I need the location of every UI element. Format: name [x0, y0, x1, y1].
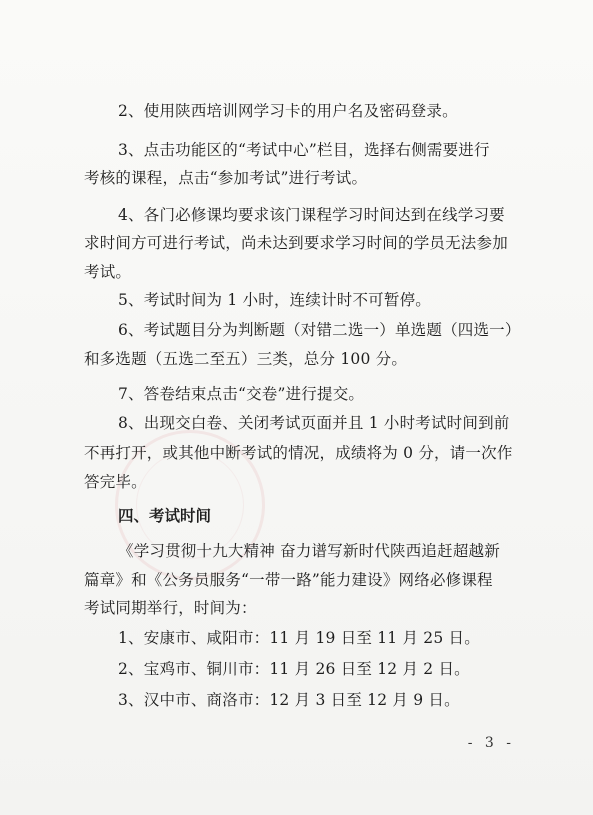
paragraph-line-9: 和多选题（五选二至五）三类，总分 100 分。 [84, 350, 408, 368]
paragraph-line-5: 求时间方可进行考试，尚未达到要求学习时间的学员无法参加 [84, 234, 508, 252]
section-line-3: 考试同期举行，时间为： [84, 599, 257, 617]
paragraph-line-2: 3、点击功能区的“考试中心”栏目，选择右侧需要进行 [118, 141, 490, 159]
page-number: - 3 - [467, 735, 515, 751]
paragraph-line-4: 4、各门必修课均要求该门课程学习时间达到在线学习要 [118, 206, 505, 224]
paragraph-line-7: 5、考试时间为 1 小时，连续计时不可暂停。 [118, 291, 431, 309]
paragraph-line-13: 答完毕。 [84, 473, 147, 491]
paragraph-line-8: 6、考试题目分为判断题（对错二选一）单选题（四选一） [118, 321, 521, 339]
paragraph-line-6: 考试。 [84, 263, 132, 281]
paragraph-line-1: 2、使用陕西培训网学习卡的用户名及密码登录。 [118, 102, 458, 120]
paragraph-line-12: 不再打开，或其他中断考试的情况，成绩将为 0 分，请一次作 [84, 444, 513, 462]
paragraph-line-3: 考核的课程，点击“参加考试”进行考试。 [84, 169, 368, 187]
section-line-5: 2、宝鸡市、铜川市：11 月 26 日至 12 月 2 日。 [118, 660, 470, 678]
paragraph-line-10: 7、答卷结束点击“交卷”进行提交。 [118, 385, 365, 403]
section-line-1: 《学习贯彻十九大精神 奋力谱写新时代陕西追赶超越新 [118, 542, 500, 560]
paragraph-line-11: 8、出现交白卷、关闭考试页面并且 1 小时考试时间到前 [118, 414, 510, 432]
section-line-6: 3、汉中市、商洛市：12 月 3 日至 12 月 9 日。 [118, 691, 460, 709]
section-line-2: 篇章》和《公务员服务“一带一路”能力建设》网络必修课程 [84, 571, 493, 589]
section-heading: 四、考试时间 [118, 507, 212, 525]
section-line-4: 1、安康市、咸阳市：11 月 19 日至 11 月 25 日。 [118, 629, 480, 647]
